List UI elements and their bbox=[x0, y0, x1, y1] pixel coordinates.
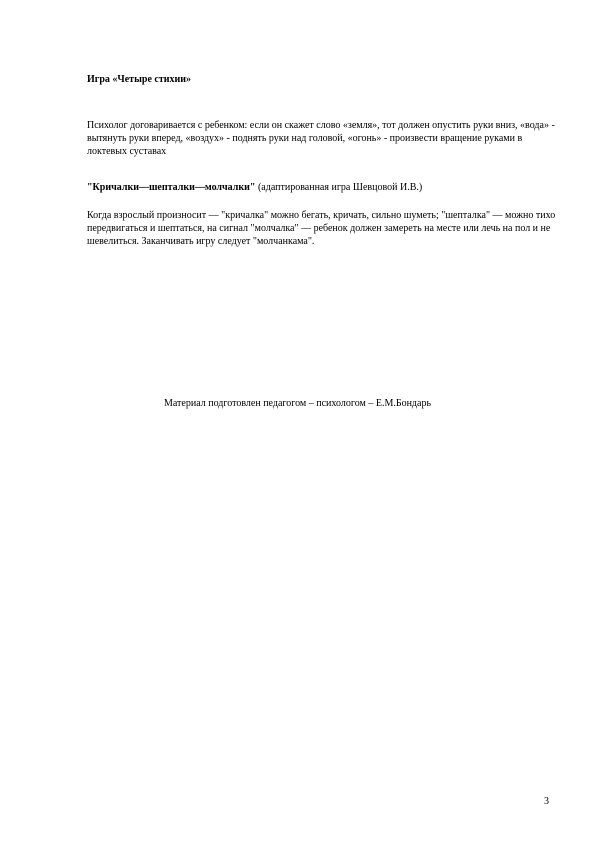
section-heading-line-shouters bbox=[87, 181, 557, 194]
section-title-four-elements: Игра «Четыре стихии» bbox=[87, 74, 192, 85]
author-signature: Материал подготовлен педагогом – психологом – Е.М.Бондарь bbox=[163, 398, 432, 409]
page-number: 3 bbox=[544, 796, 549, 807]
section-subtitle-shouters: (адаптированная игра Шевцовой И.В.) bbox=[257, 182, 423, 193]
section-text-four-elements: Психолог договаривается с ребенком: если он скажет слово «земля», тот должен опустить руки вниз, «вода» - вытянуть руки вперед, «воздух» - поднять руки над головой, «огонь» - произвести вращение руками в локтевых суставах bbox=[87, 120, 555, 157]
section-title-shouters: "Кричалки—шепталки—молчалки" bbox=[87, 182, 256, 193]
section-text-shouters: Когда взрослый произносит — "кричалка" можно бегать, кричать, сильно шуметь; "шепталка" — можно тихо передвигаться и шептаться, на сигнал "молчалка" — ребенок должен замереть на месте или лечь на пол и не шевелиться. Заканчивать игру следует "молчанкама". bbox=[87, 210, 556, 247]
